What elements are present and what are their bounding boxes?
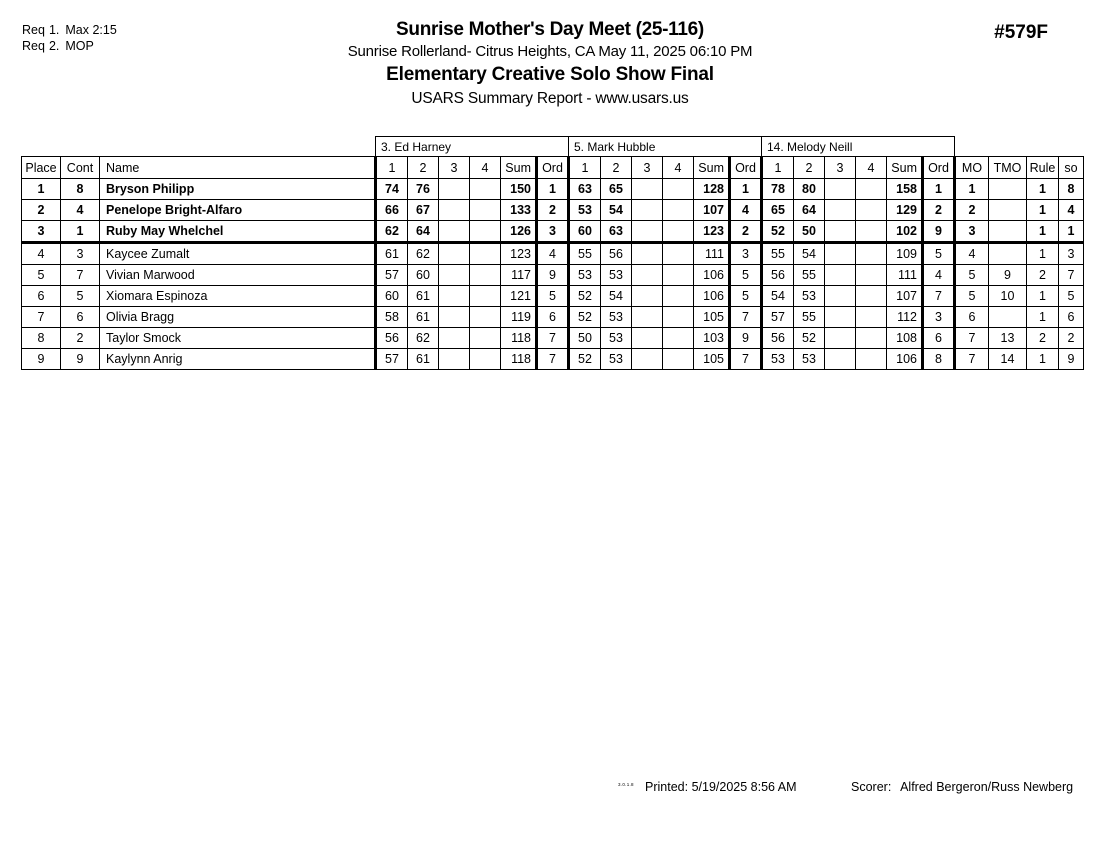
cell-so: 8 <box>1059 179 1084 200</box>
cell-judge3-score2: 64 <box>794 200 825 221</box>
requirement-number: 2. <box>48 39 60 53</box>
cell-judge1-score4 <box>470 328 501 349</box>
cell-judge1-score2: 62 <box>408 328 439 349</box>
column-header-cont: Cont <box>61 157 100 179</box>
printed-date: 5/19/2025 <box>691 780 748 794</box>
judge-band-tail <box>955 137 1084 157</box>
cell-judge1-ord: 4 <box>537 243 569 265</box>
cell-judge3-score4 <box>856 243 887 265</box>
cell-mo: 6 <box>955 307 989 328</box>
cell-judge2-score2: 56 <box>601 243 632 265</box>
cell-judge2-score3 <box>632 221 663 243</box>
column-header-judge1-score4: 4 <box>470 157 501 179</box>
cell-judge2-score3 <box>632 200 663 221</box>
cell-judge1-sum: 119 <box>501 307 537 328</box>
cell-judge1-sum: 121 <box>501 286 537 307</box>
cell-judge2-score3 <box>632 243 663 265</box>
cell-judge2-ord: 5 <box>730 265 762 286</box>
cell-name: Penelope Bright-Alfaro <box>100 200 376 221</box>
cell-judge1-score2: 61 <box>408 349 439 370</box>
column-header-judge1-score3: 3 <box>439 157 470 179</box>
cell-judge1-sum: 123 <box>501 243 537 265</box>
cell-place: 5 <box>22 265 61 286</box>
cell-judge3-score3 <box>825 221 856 243</box>
column-header-judge2-score1: 1 <box>569 157 601 179</box>
cell-judge1-score1: 56 <box>376 328 408 349</box>
cell-so: 5 <box>1059 286 1084 307</box>
cell-rule: 1 <box>1027 349 1059 370</box>
cell-judge3-ord: 3 <box>923 307 955 328</box>
cell-judge1-sum: 118 <box>501 349 537 370</box>
cell-mo: 7 <box>955 349 989 370</box>
column-header-judge3-score3: 3 <box>825 157 856 179</box>
column-header-so: so <box>1059 157 1084 179</box>
cell-judge1-score1: 74 <box>376 179 408 200</box>
cell-judge1-score2: 64 <box>408 221 439 243</box>
cell-judge3-score3 <box>825 265 856 286</box>
cell-judge2-score2: 53 <box>601 307 632 328</box>
cell-judge3-ord: 7 <box>923 286 955 307</box>
cell-judge2-score2: 53 <box>601 349 632 370</box>
column-header-judge3-ord: Ord <box>923 157 955 179</box>
cell-tmo: 10 <box>989 286 1027 307</box>
cell-judge1-score4 <box>470 286 501 307</box>
cell-judge1-sum: 126 <box>501 221 537 243</box>
cell-judge3-score1: 65 <box>762 200 794 221</box>
column-header-judge1-ord: Ord <box>537 157 569 179</box>
table-row <box>22 200 1084 221</box>
column-header-mo: MO <box>955 157 989 179</box>
cell-judge3-score1: 55 <box>762 243 794 265</box>
cell-judge2-score1: 55 <box>569 243 601 265</box>
cell-judge1-score4 <box>470 179 501 200</box>
cell-judge3-ord: 6 <box>923 328 955 349</box>
cell-judge2-score2: 54 <box>601 286 632 307</box>
cell-judge3-score2: 55 <box>794 265 825 286</box>
cell-judge1-ord: 7 <box>537 349 569 370</box>
judge-band-row <box>22 137 1084 157</box>
cell-cont: 4 <box>61 200 100 221</box>
cell-judge2-ord: 4 <box>730 200 762 221</box>
cell-cont: 7 <box>61 265 100 286</box>
table-row <box>22 286 1084 307</box>
results-table-wrapper <box>21 136 1084 370</box>
cell-judge2-ord: 9 <box>730 328 762 349</box>
cell-name: Kaycee Zumalt <box>100 243 376 265</box>
cell-tmo <box>989 200 1027 221</box>
cell-judge2-sum: 105 <box>694 307 730 328</box>
report-header <box>0 18 1100 111</box>
cell-judge1-score4 <box>470 221 501 243</box>
judge-name-2: 5. Mark Hubble <box>569 137 762 157</box>
cell-judge1-score1: 60 <box>376 286 408 307</box>
cell-name: Xiomara Espinoza <box>100 286 376 307</box>
cell-judge3-score3 <box>825 349 856 370</box>
results-table <box>21 136 1084 370</box>
cell-judge3-score2: 53 <box>794 286 825 307</box>
cell-judge3-score4 <box>856 328 887 349</box>
cell-judge2-score1: 60 <box>569 221 601 243</box>
cell-judge3-score4 <box>856 179 887 200</box>
cell-cont: 9 <box>61 349 100 370</box>
meet-venue-datetime: Sunrise Rollerland- Citrus Heights, CA May 11, 2025 06:10 PM <box>347 43 753 60</box>
cell-so: 6 <box>1059 307 1084 328</box>
cell-judge3-ord: 8 <box>923 349 955 370</box>
cell-mo: 2 <box>955 200 989 221</box>
cell-judge3-score1: 56 <box>762 265 794 286</box>
cell-mo: 5 <box>955 265 989 286</box>
cell-judge3-sum: 107 <box>887 286 923 307</box>
cell-judge3-score3 <box>825 243 856 265</box>
cell-judge2-score1: 52 <box>569 286 601 307</box>
cell-judge1-score1: 57 <box>376 265 408 286</box>
cell-judge3-score3 <box>825 307 856 328</box>
cell-judge1-score2: 61 <box>408 307 439 328</box>
cell-cont: 6 <box>61 307 100 328</box>
cell-tmo <box>989 179 1027 200</box>
cell-judge2-score3 <box>632 286 663 307</box>
column-header-row <box>22 157 1084 179</box>
column-header-judge2-ord: Ord <box>730 157 762 179</box>
cell-judge3-score1: 57 <box>762 307 794 328</box>
cell-judge2-score1: 53 <box>569 200 601 221</box>
printed-info <box>645 780 797 794</box>
cell-judge3-score2: 54 <box>794 243 825 265</box>
cell-place: 8 <box>22 328 61 349</box>
cell-judge3-score4 <box>856 307 887 328</box>
cell-judge1-score3 <box>439 265 470 286</box>
table-row <box>22 265 1084 286</box>
cell-judge2-score4 <box>663 179 694 200</box>
cell-judge1-score4 <box>470 243 501 265</box>
cell-judge2-sum: 107 <box>694 200 730 221</box>
cell-judge3-score4 <box>856 286 887 307</box>
cell-judge3-score2: 52 <box>794 328 825 349</box>
cell-judge2-sum: 128 <box>694 179 730 200</box>
cell-judge2-score3 <box>632 265 663 286</box>
cell-judge3-sum: 112 <box>887 307 923 328</box>
cell-judge1-sum: 118 <box>501 328 537 349</box>
cell-judge1-score2: 60 <box>408 265 439 286</box>
printed-time: 8:56 AM <box>750 780 797 794</box>
cell-judge2-ord: 1 <box>730 179 762 200</box>
cell-cont: 1 <box>61 221 100 243</box>
scorer-names: Alfred Bergeron/Russ Newberg <box>900 780 1074 794</box>
cell-judge1-score1: 61 <box>376 243 408 265</box>
cell-mo: 4 <box>955 243 989 265</box>
cell-judge1-score3 <box>439 243 470 265</box>
report-subtitle: USARS Summary Report - www.usars.us <box>411 90 689 107</box>
cell-judge1-score4 <box>470 265 501 286</box>
cell-judge2-ord: 5 <box>730 286 762 307</box>
requirement-label: Req <box>22 39 45 53</box>
cell-judge3-ord: 2 <box>923 200 955 221</box>
cell-judge2-score1: 63 <box>569 179 601 200</box>
cell-mo: 1 <box>955 179 989 200</box>
cell-judge2-score3 <box>632 307 663 328</box>
cell-tmo: 13 <box>989 328 1027 349</box>
cell-judge3-sum: 109 <box>887 243 923 265</box>
cell-name: Ruby May Whelchel <box>100 221 376 243</box>
column-header-judge1-score2: 2 <box>408 157 439 179</box>
cell-judge3-score4 <box>856 349 887 370</box>
column-header-judge3-sum: Sum <box>887 157 923 179</box>
cell-rule: 1 <box>1027 307 1059 328</box>
cell-judge3-sum: 108 <box>887 328 923 349</box>
cell-judge2-sum: 105 <box>694 349 730 370</box>
column-header-judge2-score2: 2 <box>601 157 632 179</box>
cell-judge2-score1: 53 <box>569 265 601 286</box>
cell-judge3-sum: 158 <box>887 179 923 200</box>
cell-tmo: 14 <box>989 349 1027 370</box>
cell-judge2-score3 <box>632 179 663 200</box>
cell-place: 2 <box>22 200 61 221</box>
cell-judge3-score2: 55 <box>794 307 825 328</box>
cell-judge1-ord: 2 <box>537 200 569 221</box>
cell-judge3-score1: 53 <box>762 349 794 370</box>
column-header-tmo: TMO <box>989 157 1027 179</box>
printed-label: Printed: <box>645 780 689 794</box>
cell-judge3-score2: 50 <box>794 221 825 243</box>
requirement-value: Max 2:15 <box>65 23 117 37</box>
judge-band-spacer <box>22 137 376 157</box>
table-row <box>22 179 1084 200</box>
cell-cont: 2 <box>61 328 100 349</box>
judge-name-3: 14. Melody Neill <box>762 137 955 157</box>
table-row <box>22 349 1084 370</box>
cell-name: Olivia Bragg <box>100 307 376 328</box>
cell-cont: 5 <box>61 286 100 307</box>
cell-judge3-score1: 52 <box>762 221 794 243</box>
cell-rule: 2 <box>1027 328 1059 349</box>
cell-judge1-ord: 9 <box>537 265 569 286</box>
cell-rule: 1 <box>1027 179 1059 200</box>
cell-judge2-score4 <box>663 307 694 328</box>
cell-judge2-score4 <box>663 286 694 307</box>
cell-place: 9 <box>22 349 61 370</box>
cell-place: 7 <box>22 307 61 328</box>
cell-name: Kaylynn Anrig <box>100 349 376 370</box>
cell-judge1-ord: 5 <box>537 286 569 307</box>
event-code: #579F <box>994 22 1048 43</box>
cell-judge1-score4 <box>470 349 501 370</box>
cell-judge2-sum: 103 <box>694 328 730 349</box>
cell-cont: 8 <box>61 179 100 200</box>
cell-so: 9 <box>1059 349 1084 370</box>
cell-judge3-score3 <box>825 328 856 349</box>
cell-judge3-score1: 56 <box>762 328 794 349</box>
cell-judge2-ord: 7 <box>730 349 762 370</box>
cell-judge2-score4 <box>663 221 694 243</box>
cell-judge3-ord: 4 <box>923 265 955 286</box>
cell-judge1-score4 <box>470 307 501 328</box>
cell-place: 4 <box>22 243 61 265</box>
cell-so: 4 <box>1059 200 1084 221</box>
column-header-judge1-sum: Sum <box>501 157 537 179</box>
cell-judge1-score3 <box>439 307 470 328</box>
cell-rule: 1 <box>1027 221 1059 243</box>
cell-rule: 1 <box>1027 200 1059 221</box>
event-name: Elementary Creative Solo Show Final <box>386 64 714 85</box>
cell-mo: 3 <box>955 221 989 243</box>
cell-judge2-ord: 2 <box>730 221 762 243</box>
cell-judge1-score2: 62 <box>408 243 439 265</box>
cell-place: 1 <box>22 179 61 200</box>
cell-judge1-score3 <box>439 349 470 370</box>
cell-judge1-sum: 117 <box>501 265 537 286</box>
column-header-judge2-score4: 4 <box>663 157 694 179</box>
scorer-info <box>851 780 1073 794</box>
column-header-judge3-score1: 1 <box>762 157 794 179</box>
cell-mo: 5 <box>955 286 989 307</box>
cell-judge1-score4 <box>470 200 501 221</box>
cell-judge3-sum: 106 <box>887 349 923 370</box>
judge-name-1: 3. Ed Harney <box>376 137 569 157</box>
cell-so: 7 <box>1059 265 1084 286</box>
table-row <box>22 243 1084 265</box>
cell-judge2-sum: 111 <box>694 243 730 265</box>
cell-judge3-score4 <box>856 221 887 243</box>
cell-judge3-score2: 80 <box>794 179 825 200</box>
cell-judge1-score1: 57 <box>376 349 408 370</box>
cell-judge2-score3 <box>632 328 663 349</box>
table-row <box>22 307 1084 328</box>
report-version: 3.0.1.8 <box>618 782 634 787</box>
cell-judge2-score2: 63 <box>601 221 632 243</box>
cell-judge2-score1: 52 <box>569 349 601 370</box>
cell-judge2-score2: 65 <box>601 179 632 200</box>
cell-judge1-score2: 67 <box>408 200 439 221</box>
cell-judge1-ord: 7 <box>537 328 569 349</box>
cell-judge2-sum: 106 <box>694 265 730 286</box>
column-header-judge3-score4: 4 <box>856 157 887 179</box>
cell-tmo <box>989 243 1027 265</box>
cell-rule: 1 <box>1027 243 1059 265</box>
column-header-judge2-score3: 3 <box>632 157 663 179</box>
cell-judge3-score4 <box>856 265 887 286</box>
cell-judge1-sum: 133 <box>501 200 537 221</box>
cell-judge2-score3 <box>632 349 663 370</box>
cell-judge2-score4 <box>663 349 694 370</box>
cell-judge3-score3 <box>825 200 856 221</box>
cell-so: 3 <box>1059 243 1084 265</box>
cell-judge3-ord: 1 <box>923 179 955 200</box>
cell-tmo: 9 <box>989 265 1027 286</box>
cell-judge1-score3 <box>439 286 470 307</box>
cell-rule: 1 <box>1027 286 1059 307</box>
cell-judge2-score2: 53 <box>601 328 632 349</box>
column-header-name: Name <box>100 157 376 179</box>
cell-judge1-ord: 1 <box>537 179 569 200</box>
column-header-judge2-sum: Sum <box>694 157 730 179</box>
cell-tmo <box>989 221 1027 243</box>
column-header-judge3-score2: 2 <box>794 157 825 179</box>
column-header-judge1-score1: 1 <box>376 157 408 179</box>
cell-judge3-score3 <box>825 286 856 307</box>
cell-judge1-score3 <box>439 221 470 243</box>
scorer-label: Scorer: <box>851 780 892 794</box>
cell-judge1-score1: 58 <box>376 307 408 328</box>
meet-title: Sunrise Mother's Day Meet (25-116) <box>396 19 704 40</box>
requirement-number: 1. <box>48 23 60 37</box>
cell-judge1-score1: 62 <box>376 221 408 243</box>
cell-judge1-score3 <box>439 200 470 221</box>
cell-judge1-ord: 6 <box>537 307 569 328</box>
cell-judge2-score4 <box>663 243 694 265</box>
cell-name: Bryson Philipp <box>100 179 376 200</box>
cell-judge1-ord: 3 <box>537 221 569 243</box>
cell-judge2-sum: 106 <box>694 286 730 307</box>
table-row <box>22 221 1084 243</box>
requirement-value: MOP <box>65 39 94 53</box>
cell-judge2-ord: 7 <box>730 307 762 328</box>
cell-judge3-score4 <box>856 200 887 221</box>
requirement-label: Req <box>22 23 45 37</box>
cell-judge2-score2: 53 <box>601 265 632 286</box>
column-header-place: Place <box>22 157 61 179</box>
cell-judge3-score2: 53 <box>794 349 825 370</box>
table-row <box>22 328 1084 349</box>
column-header-rule: Rule <box>1027 157 1059 179</box>
cell-judge3-sum: 102 <box>887 221 923 243</box>
cell-cont: 3 <box>61 243 100 265</box>
cell-judge1-sum: 150 <box>501 179 537 200</box>
cell-mo: 7 <box>955 328 989 349</box>
cell-judge3-sum: 111 <box>887 265 923 286</box>
cell-judge1-score3 <box>439 179 470 200</box>
cell-tmo <box>989 307 1027 328</box>
cell-judge1-score3 <box>439 328 470 349</box>
cell-judge1-score2: 61 <box>408 286 439 307</box>
cell-so: 2 <box>1059 328 1084 349</box>
cell-judge1-score2: 76 <box>408 179 439 200</box>
cell-name: Taylor Smock <box>100 328 376 349</box>
cell-judge3-sum: 129 <box>887 200 923 221</box>
cell-so: 1 <box>1059 221 1084 243</box>
cell-judge2-score1: 52 <box>569 307 601 328</box>
cell-judge2-score4 <box>663 265 694 286</box>
cell-place: 3 <box>22 221 61 243</box>
cell-judge2-sum: 123 <box>694 221 730 243</box>
cell-judge2-ord: 3 <box>730 243 762 265</box>
cell-judge1-score1: 66 <box>376 200 408 221</box>
cell-place: 6 <box>22 286 61 307</box>
cell-judge2-score4 <box>663 200 694 221</box>
cell-judge3-ord: 5 <box>923 243 955 265</box>
cell-judge3-ord: 9 <box>923 221 955 243</box>
cell-judge3-score1: 54 <box>762 286 794 307</box>
cell-judge2-score2: 54 <box>601 200 632 221</box>
cell-judge2-score1: 50 <box>569 328 601 349</box>
cell-rule: 2 <box>1027 265 1059 286</box>
cell-name: Vivian Marwood <box>100 265 376 286</box>
cell-judge2-score4 <box>663 328 694 349</box>
cell-judge3-score3 <box>825 179 856 200</box>
cell-judge3-score1: 78 <box>762 179 794 200</box>
